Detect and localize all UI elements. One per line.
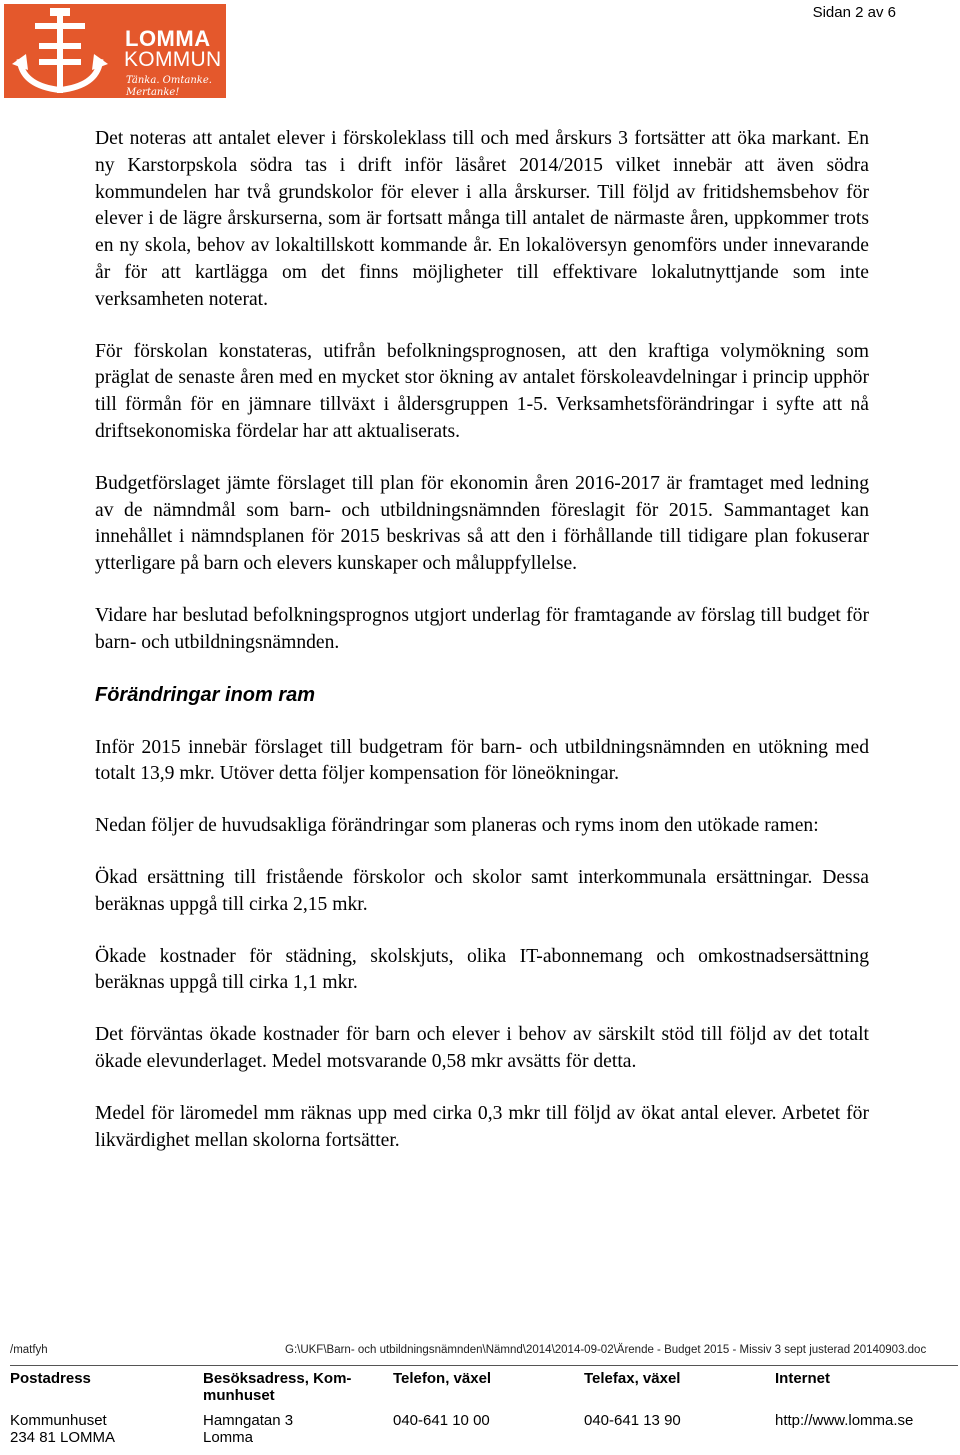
besoksadress-label-line: munhuset [203, 1387, 275, 1404]
page-number: Sidan 2 av 6 [812, 4, 896, 21]
postadress-value [10, 1412, 115, 1446]
logo-kommun: KOMMUN [124, 48, 222, 71]
footer-internet [775, 1370, 914, 1429]
paragraph: Det noteras att antalet elever i förskoleklass till och med årskurs 3 fortsätter att öka markant. En ny Karstorpskola södra tas i drift inför läsåret 2014/2015 vilket innebär att även södra kommundelen har två grundskolor för elever i alla årskurser. Till följd av fritidshemsbehov för elever i de lägre årskurserna, som är fortsatt många till antalet de närmaste åren, uppkommer trots en ny skola, behov av lokaltillskott kommande år. En lokalöversyn genomförs under innevarande år för att kartlägga om det finns möjligheter till effektivare lokalutnyttjande som inte verksamheten noterat. [95, 128, 869, 310]
document-body [95, 126, 869, 1179]
footer-postadress [10, 1370, 116, 1446]
telefon-label: Telefon, växel [393, 1370, 492, 1387]
telefon-value: 040-641 10 00 [393, 1412, 490, 1429]
besoksadress-line: Hamngatan 3 [203, 1412, 294, 1429]
footer-telefax [584, 1370, 681, 1429]
paragraph: Vidare har beslutad befolkningsprognos utgjort underlag för framtagande av förslag till budget för barn- och utbildningsnämnden. [95, 604, 869, 653]
footer-divider [10, 1365, 958, 1366]
internet-link[interactable]: http://www.lomma.se [775, 1412, 914, 1429]
footer-telefon [393, 1370, 492, 1429]
besoksadress-label [203, 1370, 351, 1404]
paragraph: Inför 2015 innebär förslaget till budgetram för barn- och utbildningsnämnden en utökning med totalt 13,9 mkr. Utöver detta följer kompensation för löneökningar. [95, 736, 869, 785]
lomma-kommun-logo [4, 4, 226, 98]
postadress-label: Postadress [10, 1370, 91, 1387]
besoksadress-line: Lomma [203, 1429, 254, 1446]
paragraph: Ökad ersättning till fristående förskolor och skolor samt interkommunala ersättningar. Dessa beräknas uppgå till cirka 2,15 mkr. [95, 866, 869, 915]
logo-name: LOMMA [125, 26, 211, 51]
besoksadress-value [203, 1412, 293, 1446]
page-footer [0, 1340, 960, 1446]
paragraph: Medel för läromedel mm räknas upp med cirka 0,3 mkr till följd av ökat antal elever. Arbetet för likvärdighet mellan skolorna fortsätter. [95, 1102, 869, 1151]
internet-label: Internet [775, 1370, 831, 1387]
postadress-line: Kommunhuset [10, 1412, 107, 1429]
paragraph: Ökade kostnader för städning, skolskjuts, olika IT-abonnemang och omkostnadsersättning beräknas uppgå till cirka 1,1 mkr. [95, 945, 869, 994]
telefax-value: 040-641 13 90 [584, 1412, 681, 1429]
telefax-label: Telefax, växel [584, 1370, 681, 1387]
paragraph: Budgetförslaget jämte förslaget till plan för ekonomin åren 2016-2017 är framtaget med ledning av de nämndmål som barn- och utbildningsnämnden föreslagit för 2015. Sammantaget kan innehållet i nämndsplanen för 2015 beskrivas så att den i förhållande till tidigare plan fokuserar ytterligare på barn och elevers kunskaper och måluppfyllelse. [95, 472, 869, 575]
paragraph: För förskolan konstateras, utifrån befolkningsprognosen, att den kraftiga volymökning som präglat de senaste åren med en mycket stor ökning av antalet förskoleavdelningar i princip upphör till förmån för en jämnare tillväxt i åldersgruppen 1-5. Verksamhetsförändringar i syfte att nå driftsekonomiska fördelar har att aktualiserats. [95, 340, 869, 442]
author-id: /matfyh [10, 1344, 48, 1356]
postadress-line: 234 81 LOMMA [10, 1429, 116, 1446]
paragraph: Det förväntas ökade kostnader för barn och elever i behov av särskilt stöd till följd av det totalt ökade elevunderlaget. Medel motsvarande 0,58 mkr avsätts för detta. [95, 1024, 869, 1072]
section-heading: Förändringar inom ram [95, 683, 316, 706]
paragraph: Nedan följer de huvudsakliga förändringar som planeras och ryms inom den utökade ramen: [95, 815, 819, 837]
logo-tagline: Tänka. Omtanke. Mertanke! [126, 75, 212, 98]
footer-besoksadress [203, 1370, 352, 1446]
footer-file-info [0, 1340, 960, 1360]
besoksadress-label-line: Besöksadress, Kom- [203, 1370, 352, 1387]
file-path: G:\UKF\Barn- och utbildningsnämnden\Nämnd\2014\2014-09-02\Ärende - Budget 2015 - Missiv 3 sept justerad 20140903.doc [285, 1344, 927, 1356]
